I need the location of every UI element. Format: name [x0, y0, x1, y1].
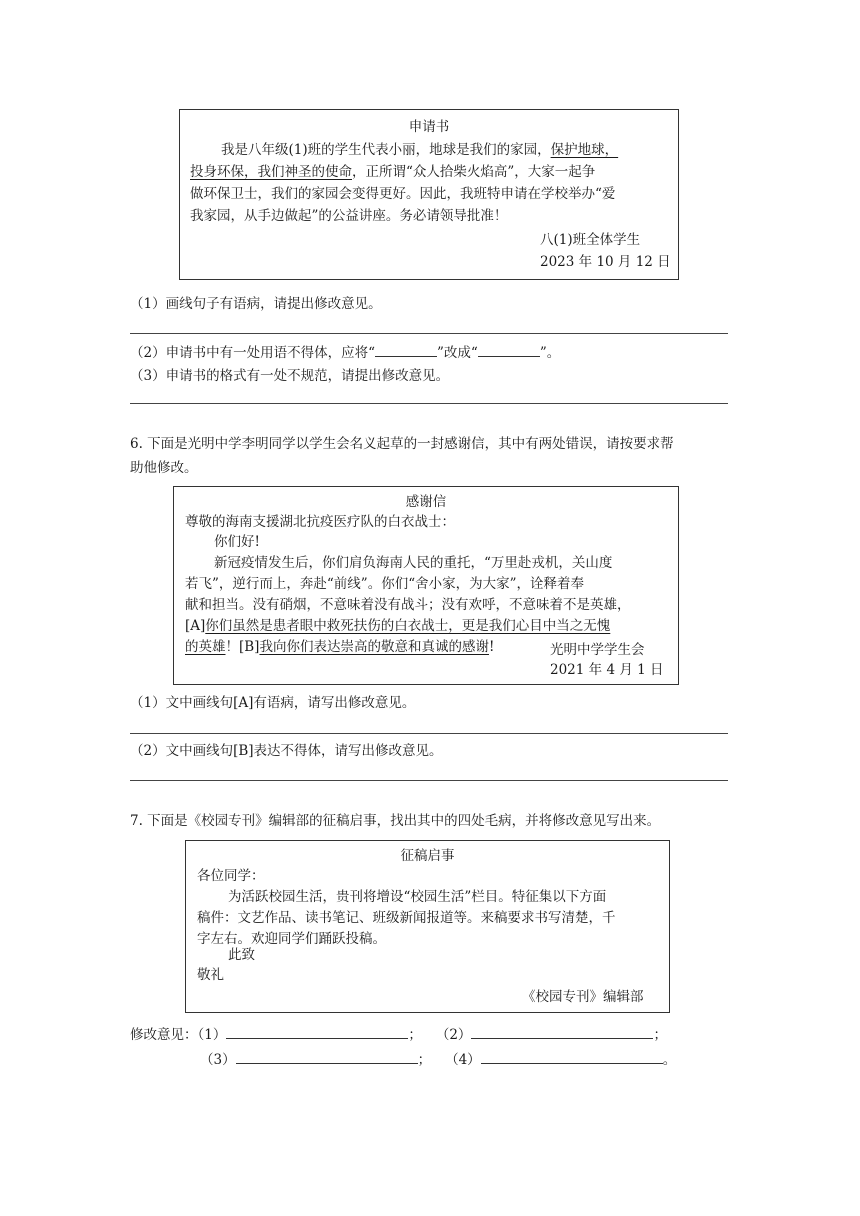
sub-question-text: ”。	[539, 345, 561, 361]
q5-sub-question-2	[130, 342, 560, 363]
application-line-3: 做环保卫士，我们的家园会变得更好。因此，我班特申请在学校举办“爱	[190, 186, 616, 202]
fill-blank[interactable]	[478, 342, 540, 357]
application-title: 申请书	[408, 119, 450, 135]
application-line-1	[221, 140, 618, 160]
answer-number: （4）	[445, 1052, 481, 1068]
answer-number: （1）	[197, 1027, 227, 1043]
answer-number: （3）	[200, 1052, 236, 1068]
answer-line[interactable]	[130, 780, 728, 781]
q6-stem-line-1: 6. 下面是光明中学李明同学以学生会名义起草的一封感谢信，其中有两处错误，请按要求帮	[130, 436, 674, 452]
underlined-sentence-a: 的英雄	[185, 639, 226, 655]
call-for-papers-title: 征稿启事	[400, 848, 455, 864]
application-date: 2023 年 10 月 12 日	[540, 254, 671, 270]
fill-blank[interactable]	[236, 1049, 418, 1064]
separator: ；	[417, 1052, 432, 1068]
application-line-4: 我家园，从手边做起”的公益讲座。务必请领导批准！	[190, 208, 508, 224]
fill-blank[interactable]	[481, 1049, 663, 1064]
q5-sub-question-3: （3）申请书的格式有一处不规范，请提出修改意见。	[130, 368, 450, 384]
call-for-papers-line-2: 稿件：文艺作品、读书笔记、班级新闻报道等。来稿要求书写清楚，千	[197, 910, 616, 926]
call-for-papers-closing-2: 敬礼	[197, 967, 224, 983]
sentence-tag-a: [A]	[185, 618, 206, 634]
application-text: 我是八年级(1)班的学生代表小丽，地球是我们的家园，	[221, 142, 551, 158]
sub-question-text: ”改成“	[437, 345, 478, 361]
separator: ；	[653, 1027, 667, 1043]
thank-you-line-5	[185, 637, 494, 657]
thank-you-line-3: 献和担当。没有硝烟，不意味着没有战斗；没有欢呼，不意味着不是英雄，	[185, 597, 631, 613]
thank-you-line-4	[185, 616, 610, 636]
underlined-sentence: 保护地球，	[550, 142, 619, 158]
underlined-sentence: 投身环保，我们神圣的使命	[190, 164, 352, 180]
answer-number: （2）	[435, 1027, 472, 1043]
thank-you-line-1: 新冠疫情发生后，你们肩负海南人民的重托，“万里赴戎机，关山度	[214, 555, 613, 571]
fill-blank[interactable]	[375, 342, 437, 357]
application-line-2	[190, 162, 595, 182]
answer-label: 修改意见：	[130, 1027, 198, 1043]
call-for-papers-closing-1: 此致	[228, 947, 255, 963]
call-for-papers-salutation: 各位同学：	[197, 868, 265, 884]
separator: ；	[408, 1027, 422, 1043]
q6-sub-question-2: （2）文中画线句[B]表达不得体，请写出修改意见。	[130, 743, 443, 759]
application-signer: 八(1)班全体学生	[540, 232, 641, 248]
thank-you-title: 感谢信	[405, 494, 447, 510]
punctuation: !	[488, 639, 495, 655]
thank-you-line-2: 若飞”，逆行而上，奔赴“前线”。你们“舍小家，为大家”，诠释着奉	[185, 576, 585, 592]
thank-you-date: 2021 年 4 月 1 日	[550, 662, 664, 678]
q5-sub-question-1: （1）画线句子有语病，请提出修改意见。	[130, 296, 382, 312]
fill-blank[interactable]	[226, 1024, 408, 1039]
sub-question-text: （2）申请书中有一处用语不得体，应将“	[130, 345, 375, 361]
call-for-papers-line-1: 为活跃校园生活，贵刊将增设“校园生活”栏目。特征集以下方面	[228, 889, 607, 905]
q6-sub-question-1: （1）文中画线句[A]有语病，请写出修改意见。	[130, 695, 416, 711]
q7-answer-row-2	[200, 1049, 676, 1070]
sentence-tag-b: ！[B]	[225, 639, 260, 655]
q7-answer-row-1	[130, 1024, 667, 1045]
answer-line[interactable]	[130, 333, 728, 334]
call-for-papers-signer: 《校园专刊》编辑部	[522, 989, 644, 1005]
q7-stem: 7. 下面是《校园专刊》编辑部的征稿启事，找出其中的四处毛病，并将修改意见写出来。	[130, 813, 661, 829]
thank-you-greeting: 你们好!	[214, 534, 260, 550]
fill-blank[interactable]	[471, 1024, 653, 1039]
answer-line[interactable]	[130, 733, 728, 734]
underlined-sentence-b: 我向你们表达崇高的敬意和真诚的感谢	[259, 639, 489, 655]
thank-you-signer: 光明中学学生会	[550, 642, 645, 658]
answer-line[interactable]	[130, 403, 728, 404]
end-mark: 。	[662, 1052, 677, 1068]
application-text: ，正所谓“众人拾柴火焰高”，大家一起争	[352, 164, 596, 180]
call-for-papers-line-3: 字左右。欢迎同学们踊跃投稿。	[197, 931, 386, 947]
thank-you-salutation: 尊敬的海南支援湖北抗疫医疗队的白衣战士：	[185, 514, 455, 530]
underlined-sentence-a: 你们虽然是患者眼中救死扶伤的白衣战士，更是我们心目中当之无愧	[205, 618, 611, 634]
q6-stem-line-2: 助他修改。	[130, 460, 198, 476]
